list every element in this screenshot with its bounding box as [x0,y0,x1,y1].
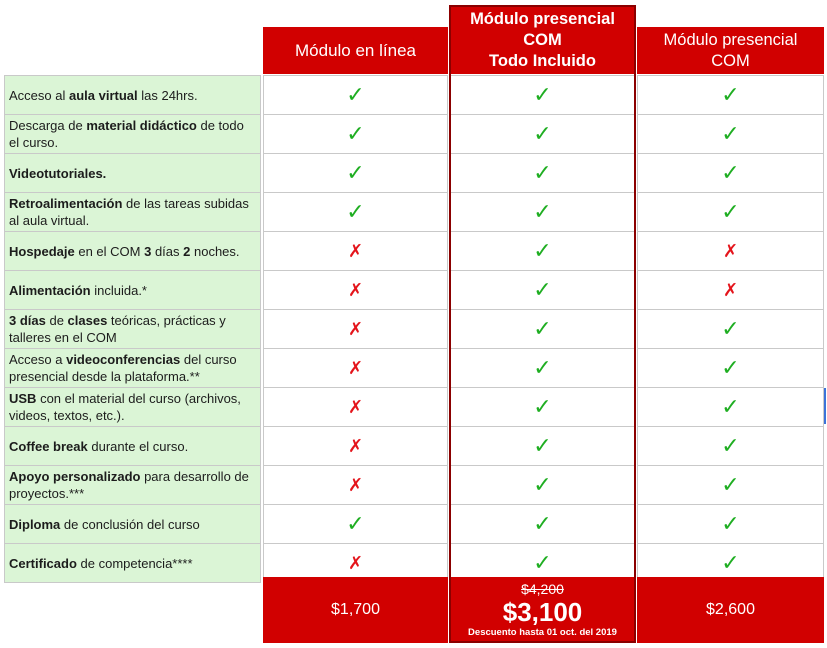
cross-icon: ✗ [347,241,364,261]
feature-text-bold: clases [67,313,108,328]
feature-text-normal: incluida.* [90,282,147,298]
feature-text-normal: para desarrollo de proyectos.*** [9,469,249,501]
feature-text-normal: las 24hrs. [137,87,198,103]
check-icon: ✓ [721,433,740,458]
check-icon: ✓ [533,160,552,185]
header-line: Módulo presencial [663,30,798,49]
table-cell [637,231,824,271]
table-cell [263,114,448,154]
check-icon: ✓ [533,511,552,536]
feature-text-normal: días [151,243,184,259]
feature-text [9,516,256,533]
header-line: Módulo en línea [295,40,416,60]
table-cell [637,75,824,115]
check-icon: ✓ [533,472,552,497]
feature-text-bold: videoconferencias [66,352,181,367]
header-line: Módulo presencial [470,9,615,28]
feature-text-normal: noches. [190,243,240,259]
feature-text-normal: teóricas, prácticas y talleres en el COM [9,313,226,345]
cross-icon: ✗ [347,397,364,417]
table-cell [263,387,448,427]
table-cell [450,309,635,349]
check-icon: ✓ [533,355,552,380]
feature-label [4,309,261,349]
feature-text-bold: 3 [144,243,152,259]
price-presencial: $2,600 [637,577,824,643]
feature-text-normal: Acceso al [9,87,69,103]
table-cell [263,153,448,193]
check-icon: ✓ [533,316,552,341]
check-icon: ✓ [721,199,740,224]
table-cell [637,153,824,193]
feature-text-bold: USB [9,391,37,406]
feature-label [4,504,261,544]
table-cell [450,192,635,232]
feature-text-normal: de todo el curso. [9,118,244,150]
table-cell [450,153,635,193]
table-cell [637,192,824,232]
feature-text-bold: Diploma [9,516,61,532]
feature-text-bold: Videotutoriales. [9,165,107,181]
cross-icon: ✗ [347,280,364,300]
table-cell [637,270,824,310]
feature-text-normal: de competencia**** [76,555,193,571]
feature-text-normal: de conclusión del curso [60,516,200,532]
table-cell [637,114,824,154]
feature-label [4,192,261,232]
check-icon: ✓ [346,82,365,107]
cross-icon: ✗ [347,358,364,378]
feature-text [9,555,256,572]
check-icon: ✓ [533,199,552,224]
feature-text [9,117,256,151]
feature-label [4,231,261,271]
header-line: COM [711,51,750,70]
table-cell [263,426,448,466]
feature-label [4,543,261,583]
feature-label [4,426,261,466]
table-cell [637,387,824,427]
check-icon: ✓ [533,82,552,107]
feature-label [4,153,261,193]
feature-text-bold: 3 días [9,313,46,328]
check-icon: ✓ [346,160,365,185]
feature-text [9,87,256,104]
cross-icon: ✗ [722,280,739,300]
table-cell [263,309,448,349]
table-cell [450,114,635,154]
check-icon: ✓ [721,472,740,497]
check-icon: ✓ [721,316,740,341]
feature-text-bold: Retroalimentación [9,196,123,211]
feature-label [4,114,261,154]
discount-note: Descuento hasta 01 oct. del 2019 [468,627,617,638]
price-all-inclusive [450,577,635,643]
check-icon: ✓ [346,199,365,224]
check-icon: ✓ [721,394,740,419]
feature-text [9,243,256,260]
feature-text-bold: 2 [183,243,191,259]
table-cell [637,465,824,505]
feature-text [9,351,256,385]
feature-text-bold: material didáctico [86,118,197,133]
feature-label [4,387,261,427]
feature-text [9,195,256,229]
table-cell [637,309,824,349]
check-icon: ✓ [533,433,552,458]
cross-icon: ✗ [347,475,364,495]
check-icon: ✓ [721,550,740,575]
table-cell [263,465,448,505]
table-cell [263,75,448,115]
table-cell [450,504,635,544]
table-cell [263,348,448,388]
check-icon: ✓ [721,355,740,380]
price-online: $1,700 [263,577,448,643]
header-modulo-en-linea [263,27,448,74]
table-cell [637,504,824,544]
header-line: COM [523,30,562,49]
feature-text-bold: Alimentación [9,282,91,298]
feature-text-normal: en el COM [74,243,145,259]
check-icon: ✓ [721,121,740,146]
cross-icon: ✗ [722,241,739,261]
cross-icon: ✗ [347,553,364,573]
check-icon: ✓ [721,511,740,536]
feature-text [9,438,256,455]
feature-text-normal: Descarga de [9,118,87,133]
table-cell [450,270,635,310]
feature-text-normal: durante el curso. [87,438,189,454]
table-cell [450,465,635,505]
feature-text-normal: Acceso a [9,352,67,367]
check-icon: ✓ [533,550,552,575]
header-line: Todo Incluido [489,51,596,70]
feature-text-normal: del curso presencial desde la plataforma.** [9,352,237,384]
cross-icon: ✗ [347,436,364,456]
feature-text-normal: de [45,313,68,328]
feature-text-bold: aula virtual [68,87,138,103]
check-icon: ✓ [533,121,552,146]
cross-icon: ✗ [347,319,364,339]
table-cell [637,426,824,466]
check-icon: ✓ [533,277,552,302]
check-icon: ✓ [721,82,740,107]
feature-text [9,282,256,299]
feature-text-normal: de las tareas subidas al aula virtual. [9,196,249,228]
header-modulo-presencial-todo-incluido [450,6,635,74]
feature-text-bold: Certificado [9,555,77,571]
feature-text [9,165,256,182]
table-cell [263,270,448,310]
table-cell [450,231,635,271]
feature-label [4,348,261,388]
check-icon: ✓ [346,121,365,146]
feature-text-bold: Apoyo personalizado [9,469,141,484]
table-cell [450,75,635,115]
selection-edge [824,388,826,424]
table-cell [263,504,448,544]
table-cell [263,192,448,232]
feature-text [9,312,256,346]
feature-label [4,75,261,115]
feature-text-normal: con el material del curso (archivos, videos, textos, etc.). [9,391,241,423]
price-new: $3,100 [502,597,583,627]
feature-label [4,465,261,505]
price-old: $4,200 [521,581,564,597]
table-cell [637,348,824,388]
feature-text [9,468,256,502]
check-icon: ✓ [721,160,740,185]
check-icon: ✓ [346,511,365,536]
feature-label [4,270,261,310]
table-cell [450,348,635,388]
check-icon: ✓ [533,238,552,263]
feature-text [9,390,256,424]
header-modulo-presencial [637,27,824,74]
check-icon: ✓ [533,394,552,419]
table-cell [263,231,448,271]
feature-text-bold: Hospedaje [9,243,75,259]
table-cell [450,426,635,466]
feature-text-bold: Coffee break [9,438,88,454]
table-cell [450,387,635,427]
